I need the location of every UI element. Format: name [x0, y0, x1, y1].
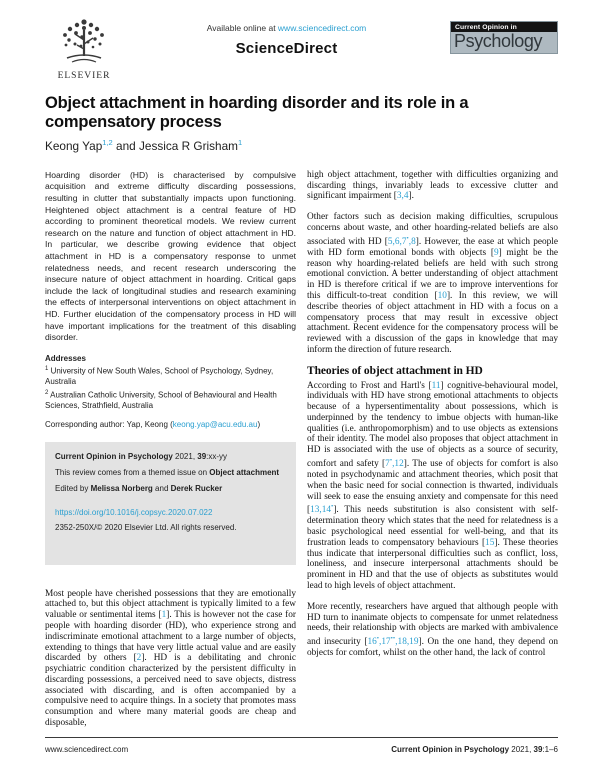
page-footer — [45, 745, 558, 754]
affiliation-1-sup: 1 — [45, 366, 49, 373]
footer-volume: 39 — [533, 745, 543, 754]
editor-2: Derek Rucker — [170, 483, 223, 493]
affiliation-1-text: University of New South Wales, School of Psychology, Sydney, Australia — [45, 366, 274, 387]
corresponding-author-line — [45, 420, 296, 430]
authors-joiner: and — [112, 138, 139, 153]
author-line — [45, 138, 558, 153]
author-name-1: Keong Yap — [45, 138, 103, 153]
body-paragraph-2: Other factors such as decision making difficulties, scrupulous concerns about waste, and other hoarding-related beliefs are also associated with HD [5,6,7•,8]. However, the ease at which people with HD form emotional bonds with objects [9] might be the reason why hoarding-related beliefs are held with such strong emotional conviction. A better understanding of object attachment in HD is therefore critical if we are to improve interventions for this difficult-to-treat condition [10]. In this review, we will describe theories of object attachment in HD with a focus on a compensatory process that may result in excessive object attachment. Recent evidence for the compensatory process will be reviewed with a discussion of the gaps in knowledge that may inform the direction of future research. — [307, 212, 558, 355]
elsevier-tree-icon — [55, 55, 113, 72]
journal-year: 2021, — [172, 451, 198, 461]
corresponding-suffix: ) — [257, 420, 261, 430]
corresponding-prefix: Corresponding author: Yap, Keong ( — [45, 420, 173, 430]
affiliation-2-sup: 2 — [45, 389, 49, 396]
body-paragraph-3: According to Frost and Hartl's [11] cognitive-behavioural model, individuals with HD have strong emotional attachments to objects because of a hypersentimentality about possessions, which is underpinned by the tendency to imbue objects with human-like qualities (i.e. anthropomorphism) and to use objects as extensions of their identity. The model also proposes that object attachment in HD is associated with the use of objects as a source of security, comfort and safety [7•,12]. The use of objects for comfort is also noted in psychodynamic and attachment theories, which posit that when the basic need for social connection is thwarted, individuals will seek to ease the ensuing anxiety and compensate for this need [13,14•]. This needs substitution is also consistent with self-determination theory which states that the need for relatedness is a basic psychological need essential for well-being, and that its frustration leads to compensatory behaviours [15]. These theories thus indicate that interpersonal difficulties such as conflict, loss, loneliness, and insecure interpersonal attachments should be prominent in HD and that the use of objects as substitutes would lead to high levels of object attachment. — [307, 380, 559, 592]
editor-1: Melissa Norberg — [90, 483, 153, 493]
citation-infobox — [45, 442, 296, 565]
doi-link[interactable]: https://doi.org/10.1016/j.copsyc.2020.07.022 — [55, 507, 213, 517]
copyright-line: 2352-250X/© 2020 Elsevier Ltd. All rights reserved. — [55, 522, 237, 532]
affiliation-2 — [45, 388, 296, 411]
sciencedirect-link[interactable]: www.sciencedirect.com — [277, 23, 367, 33]
page-header — [45, 16, 558, 81]
journal-cover-badge — [450, 21, 558, 54]
abstract-text: Hoarding disorder (HD) is characterised by compulsive acquisition and extreme difficulty discarding possessions, resulting in clutter that substantially impacts upon functioning. Heightened object attachment is a central feature of HD according to prominent theoretical models. We review current research on the nature and function of object attachment in HD. In particular, we describe growing evidence that object attachment in HD is a compensatory response to unmet relatedness needs, and recent research underscoring the insecure nature of object attachment in hoarding. Critical gaps include the lack of longitudinal studies and research examining the effects of interpersonal interventions on object attachment in HD. Further elucidation of the compensatory process in HD will have important implications for the treatment of this disabling disorder. — [45, 169, 296, 343]
left-column — [45, 170, 296, 729]
sciencedirect-wordmark: ScienceDirect — [235, 40, 338, 57]
section-heading-theories: Theories of object attachment in HD — [307, 364, 483, 377]
footer-citation — [391, 745, 558, 754]
affiliation-2-text: Australian Catholic University, School of Behavioural and Health Sciences, Strathfield, Australia — [45, 390, 277, 410]
journal-citation-line — [55, 452, 286, 462]
addresses-heading: Addresses — [45, 353, 86, 363]
footer-url: www.sciencedirect.com — [45, 745, 129, 754]
badge-topbar-text: Current Opinion in — [451, 22, 557, 32]
header-center — [123, 16, 450, 57]
body-paragraph-1: high object attachment, together with difficulties organizing and discarding things, invariably leads to excessive clutter and significant impairment [3,4]. — [307, 169, 558, 202]
author-1-superscript: 1,2 — [102, 137, 113, 147]
article-title: Object attachment in hoarding disorder and its role in a compensatory process — [45, 94, 469, 132]
addresses-block — [45, 354, 296, 411]
right-column — [307, 170, 558, 729]
elsevier-wordmark: ELSEVIER — [57, 71, 111, 81]
badge-journal-name: Psychology — [454, 31, 543, 51]
body-paragraph-4: More recently, researchers have argued that although people with HD turn to inanimate objects to compensate for unmet relatedness needs, their relationship with objects are marked with ambivalence and insecurity [16•,17••,18,19]. On the one hand, they depend on objects for comfort, whilst on the other hand, the lack of control — [307, 601, 558, 659]
footer-year: 2021, — [509, 745, 534, 754]
intro-paragraph-left: Most people have cherished possessions that they are emotionally attached to, but this object attachment is typically limited to a few valuable or sentimental items [1]. This is however not the case for people with hoarding disorder (HD), who experience strong and indiscriminate emotional attachment to a large number of objects, extending to things that have very little actual value and are easily discarded by others [2]. HD is a debilitating and chronic psychiatric condition characterized by the persistent difficulty in discarding possessions, a perceived need to save objects, distress associated with discarding, and is often accompanied by a compulsive need to acquire things. In a society that promotes mass consumption and where many material goods are cheap and disposable, — [45, 588, 296, 729]
editors-joiner: and — [152, 483, 171, 493]
available-online-line — [123, 23, 450, 33]
themed-issue-prefix: This review comes from a themed issue on — [55, 467, 210, 477]
journal-name-bold: Current Opinion in Psychology — [55, 451, 173, 461]
journal-pages: :xx-yy — [206, 451, 228, 461]
footer-pages: :1–6 — [542, 745, 558, 754]
email-link[interactable]: keong.yap@acu.edu.au — [172, 420, 258, 430]
footer-rule — [45, 737, 558, 738]
author-name-2: Jessica R Grisham — [138, 138, 238, 153]
affiliation-1 — [45, 364, 296, 387]
edited-by-prefix: Edited by — [55, 483, 91, 493]
author-2-superscript: 1 — [237, 137, 243, 147]
elsevier-logo — [45, 16, 123, 81]
themed-issue-title: Object attachment — [209, 467, 280, 477]
themed-issue-line — [55, 468, 286, 478]
article-columns — [45, 170, 558, 729]
available-online-text: Available online at — [206, 23, 278, 33]
journal-volume: 39 — [197, 451, 207, 461]
editors-line — [55, 484, 286, 494]
footer-journal-name: Current Opinion in Psychology — [391, 745, 510, 754]
